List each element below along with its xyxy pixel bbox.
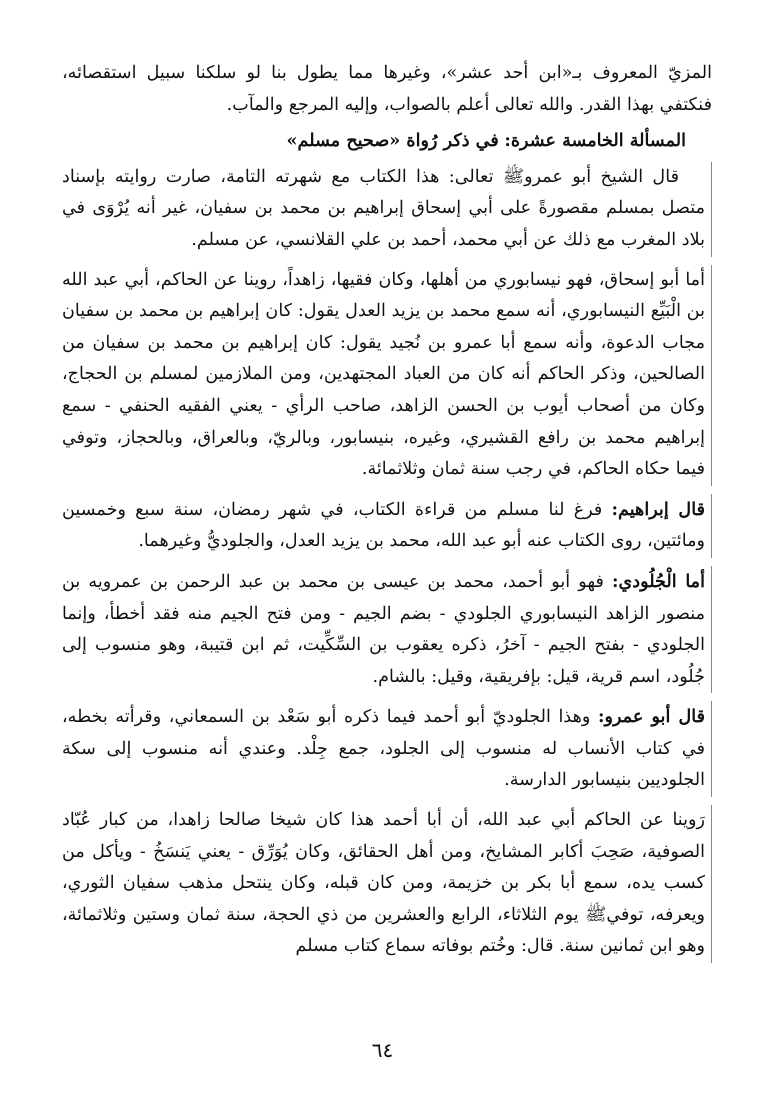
- paragraph-ibrahim-text: فرغ لنا مسلم من قراءة الكتاب، في شهر رمضان، سنة سبع وخمسين ومائتين، روى الكتاب عنه أبو عبد الله، محمد بن يزيد العدل، والجلوديُّ وغيرهما.: [62, 499, 705, 552]
- paragraph-ibrahim-label: قال إبراهيم:: [611, 498, 705, 520]
- paragraph-sheikh-quote: قال الشيخ أبو عمروﷺ تعالى: هذا الكتاب مع شهرته التامة، صارت روايته بإسناد متصل بمسلم مقصورةً على أبي إسحاق إبراهيم بن محمد بن سفيان، غير أنه يُرْوَى في بلاد المغرب مع ذلك عن أبي محمد، أحمد بن علي القلانسي، عن مسلم.: [62, 162, 712, 257]
- paragraph-abu-amr-text: وهذا الجلوديّ أبو أحمد فيما ذكره أبو سَعْد بن السمعاني، وقرأته بخطه، في كتاب الأنساب له منسوب إلى الجلود، جمع جِلْد. وعندي أنه منسوب إلى سكة الجلوديين بنيسابور الدارسة.: [62, 707, 705, 791]
- paragraph-ibrahim: [62, 494, 712, 558]
- paragraph-intro: المزيّ المعروف بـ«ابن أحد عشر»، وغيرها مما يطول بنا لو سلكنا سبيل استقصائه، فنكتفي بهذا القدر. والله تعالى أعلم بالصواب، وإليه المرجع والمآب.: [62, 63, 712, 115]
- paragraph-juludi: [62, 566, 712, 693]
- section-heading: [62, 125, 712, 158]
- paragraph-abu-ishaq: أما أبو إسحاق، فهو نيسابوري من أهلها، وكان فقيها، زاهداً، روينا عن الحاكم، أبي عبد الله بن الْبَيِّع النيسابوري، أنه سمع محمد بن يزيد العدل يقول: كان إبراهيم بن محمد بن سفيان مجاب الدعوة، وأنه سمع أبا عمرو بن نُجيد يقول: كان إبراهيم بن محمد بن سفيان من الصالحين، وذكر الحاكم أنه كان من العباد المجتهدين، ومن الملازمين لمسلم بن الحجاج، وكان من أصحاب أيوب بن الحسن الزاهد، صاحب الرأي - يعني الفقيه الحنفي - سمع إبراهيم محمد بن رافع القشيري، وغيره، بنيسابور، وبالريّ، وبالعراق، وبالحجاز، وتوفي فيما حكاه الحاكم، في رجب سنة ثمان وثلاثمائة.: [62, 265, 712, 486]
- paragraph-abu-amr: [62, 701, 712, 797]
- page-body: [62, 58, 712, 963]
- paragraph-juludi-text: فهو أبو أحمد، محمد بن عيسى بن محمد بن عبد الرحمن بن عمرويه بن منصور الزاهد النيسابوري الجلودي - بضم الجيم - ومن فتح الجيم منه فقد أخطأ، وإنما الجلودي - بفتح الجيم - آخرُ، ذكره يعقوب بن السِّكِّيت، ثم ابن قتيبة، وهو منسوب إلى جُلُود، اسم قرية، قيل: بإفريقية، وقيل: بالشام.: [62, 571, 705, 687]
- page-number: ٦٤: [371, 1038, 394, 1062]
- paragraph-hakim: رَوينا عن الحاكم أبي عبد الله، أن أبا أحمد هذا كان شيخا صالحا زاهدا، من كبار عُبّاد الصوفية، صَحِبَ أكابر المشايخ، ومن أهل الحقائق، وكان يُوَرِّق - يعني يَنسَخُ - ويأكل من كسب يده، سمع أبا بكر بن خزيمة، ومن كان قبله، وكان ينتحل مذهب سفيان الثوري، ويعرفه، توفيﷺ يوم الثلاثاء، الرابع والعشرين من ذي الحجة، سنة ثمان وستين وثلاثمائة، وهو ابن ثمانين سنة. قال: وخُتم بوفاته سماع كتاب مسلم: [62, 805, 712, 963]
- heading-title: في ذكر رُواة «صحيح مسلم»: [286, 130, 499, 152]
- paragraph-juludi-label: أما الْجُلُودي:: [612, 570, 705, 592]
- heading-label: المسألة الخامسة عشرة:: [504, 130, 686, 152]
- paragraph-abu-amr-label: قال أبو عمرو:: [597, 706, 706, 728]
